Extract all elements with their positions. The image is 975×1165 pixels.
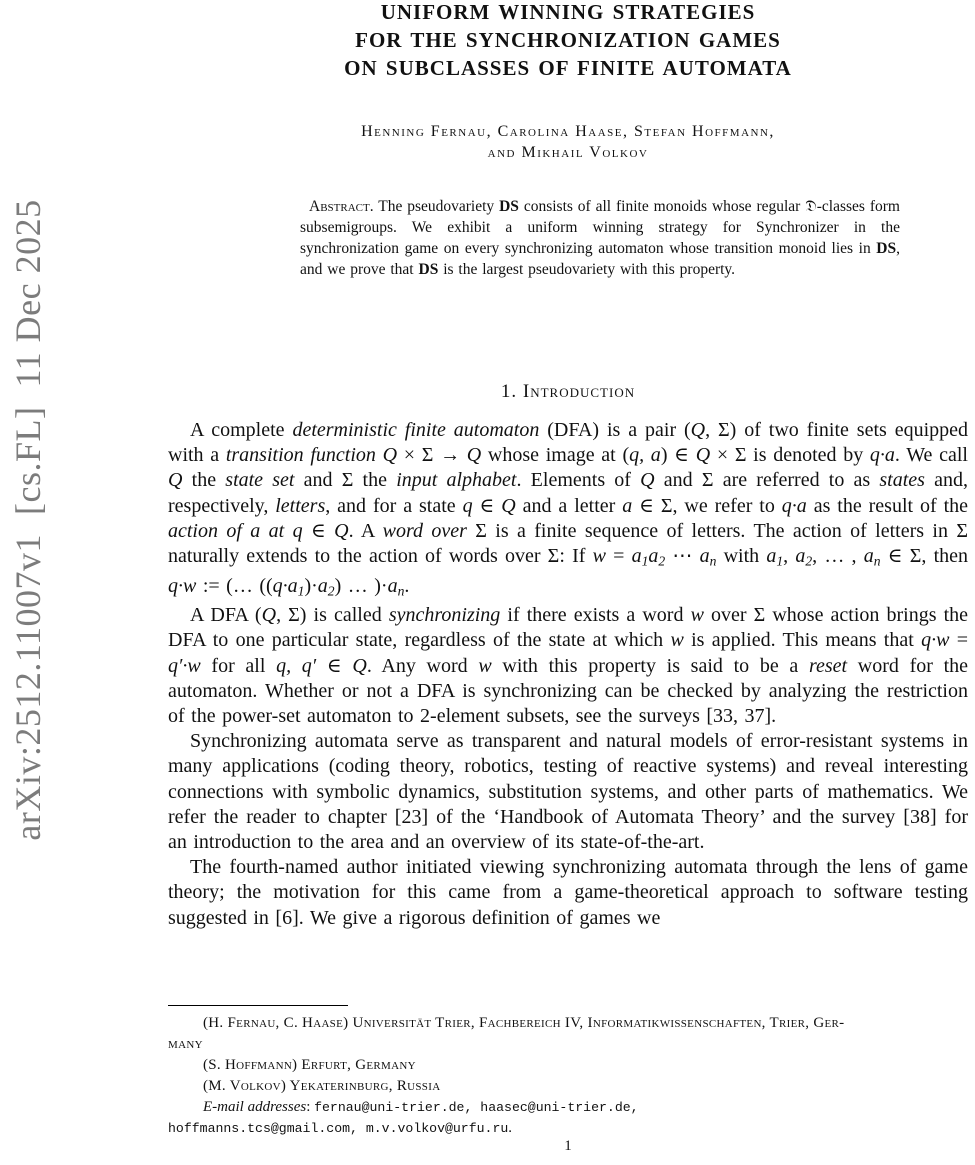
title-line-3: ON SUBCLASSES OF FINITE AUTOMATA <box>344 56 792 80</box>
arxiv-watermark: arXiv:2512.11007v1 [cs.FL] 11 Dec 2025 <box>8 199 48 841</box>
page-number: 1 <box>564 1138 572 1154</box>
paper-content <box>168 0 968 1165</box>
author-line-2: and Mikhail Volkov <box>487 144 649 161</box>
abstract-text: Abstract. The pseudovariety DS consists of all finite monoids whose regular 𝔇-classes form subsemigroups. We exhibit a uniform winning strategy for Synchronizer in the synchronization game on every synchronizing automaton whose transition monoid lies in DS, and we prove that DS is the largest pseudovariety with this property. <box>300 198 900 278</box>
title-line-2: FOR THE SYNCHRONIZATION GAMES <box>355 28 781 52</box>
email-addresses-line2: hoffmanns.tcs@gmail.com, m.v.volkov@urfu.ru. <box>168 1120 513 1136</box>
paragraph-synchronizing-definition: A DFA (Q, Σ) is called synchronizing if there exists a word w over Σ whose action brings the DFA to one particular state, regardless of the state at which w is applied. This means that q·w = q′·w for all q, q′ ∈ Q. Any word w with this property is said to be a reset word for the automaton. Whether or not a DFA is synchronizing can be checked by analyzing the restriction of the power-set automaton to 2-element subsets, see the surveys [33, 37]. <box>168 604 969 728</box>
footnote-rule <box>168 1005 348 1006</box>
address-volkov: (M. Volkov) Yekaterinburg, Russia <box>203 1078 441 1094</box>
title-line-1: UNIFORM WINNING STRATEGIES <box>380 0 756 24</box>
address-hoffmann: (S. Hoffmann) Erfurt, Germany <box>203 1057 416 1073</box>
email-addresses-line1: E-mail addresses: fernau@uni-trier.de, haasec@uni-trier.de, <box>203 1099 639 1115</box>
address-fernau-haase-line1: (H. Fernau, C. Haase) Universität Trier, Fachbereich IV, Informatikwissenschaften, Trier, Ger- <box>203 1015 845 1031</box>
author-line-1: Henning Fernau, Carolina Haase, Stefan Hoffmann, <box>361 123 775 140</box>
address-fernau-haase-line2: many <box>168 1036 203 1052</box>
paragraph-game-theory: The fourth-named author initiated viewing synchronizing automata through the lens of game theory; the motivation for this came from a game-theoretical approach to software testing suggested in [6]. We give a rigorous definition of games we <box>168 856 968 929</box>
section-heading-introduction: 1. Introduction <box>500 381 636 402</box>
paragraph-dfa-definition: A complete deterministic finite automaton (DFA) is a pair (Q, Σ) of two finite sets equipped with a transition function Q × Σ → Q whose image at (q, a) ∈ Q × Σ is denoted by q·a. We call Q the state set and Σ the input alphabet. Elements of Q and Σ are referred to as states and, respectively, letters, and for a state q ∈ Q and a letter a ∈ Σ, we refer to q·a as the result of the action of a at q ∈ Q. A word over Σ is a finite sequence of letters. The action of letters in Σ naturally extends to the action of words over Σ: If w = a1a2 ⋯ an with a1, a2, … , an ∈ Σ, then q·w := (… ((q·a1)·a2) … )·an. <box>168 419 969 598</box>
body-text <box>168 418 968 931</box>
author-list <box>168 121 968 163</box>
paper-title <box>168 0 968 82</box>
paragraph-applications: Synchronizing automata serve as transparent and natural models of error-resistant systems in many applications (coding theory, robotics, testing of reactive systems) and reveal interesting connections with symbolic dynamics, substitution systems, and other parts of mathematics. We refer the reader to chapter [23] of the ‘Handbook of Automata Theory’ and the survey [38] for an introduction to the area and an overview of its state-of-the-art. <box>168 730 968 854</box>
footnote-area <box>168 1005 968 1139</box>
